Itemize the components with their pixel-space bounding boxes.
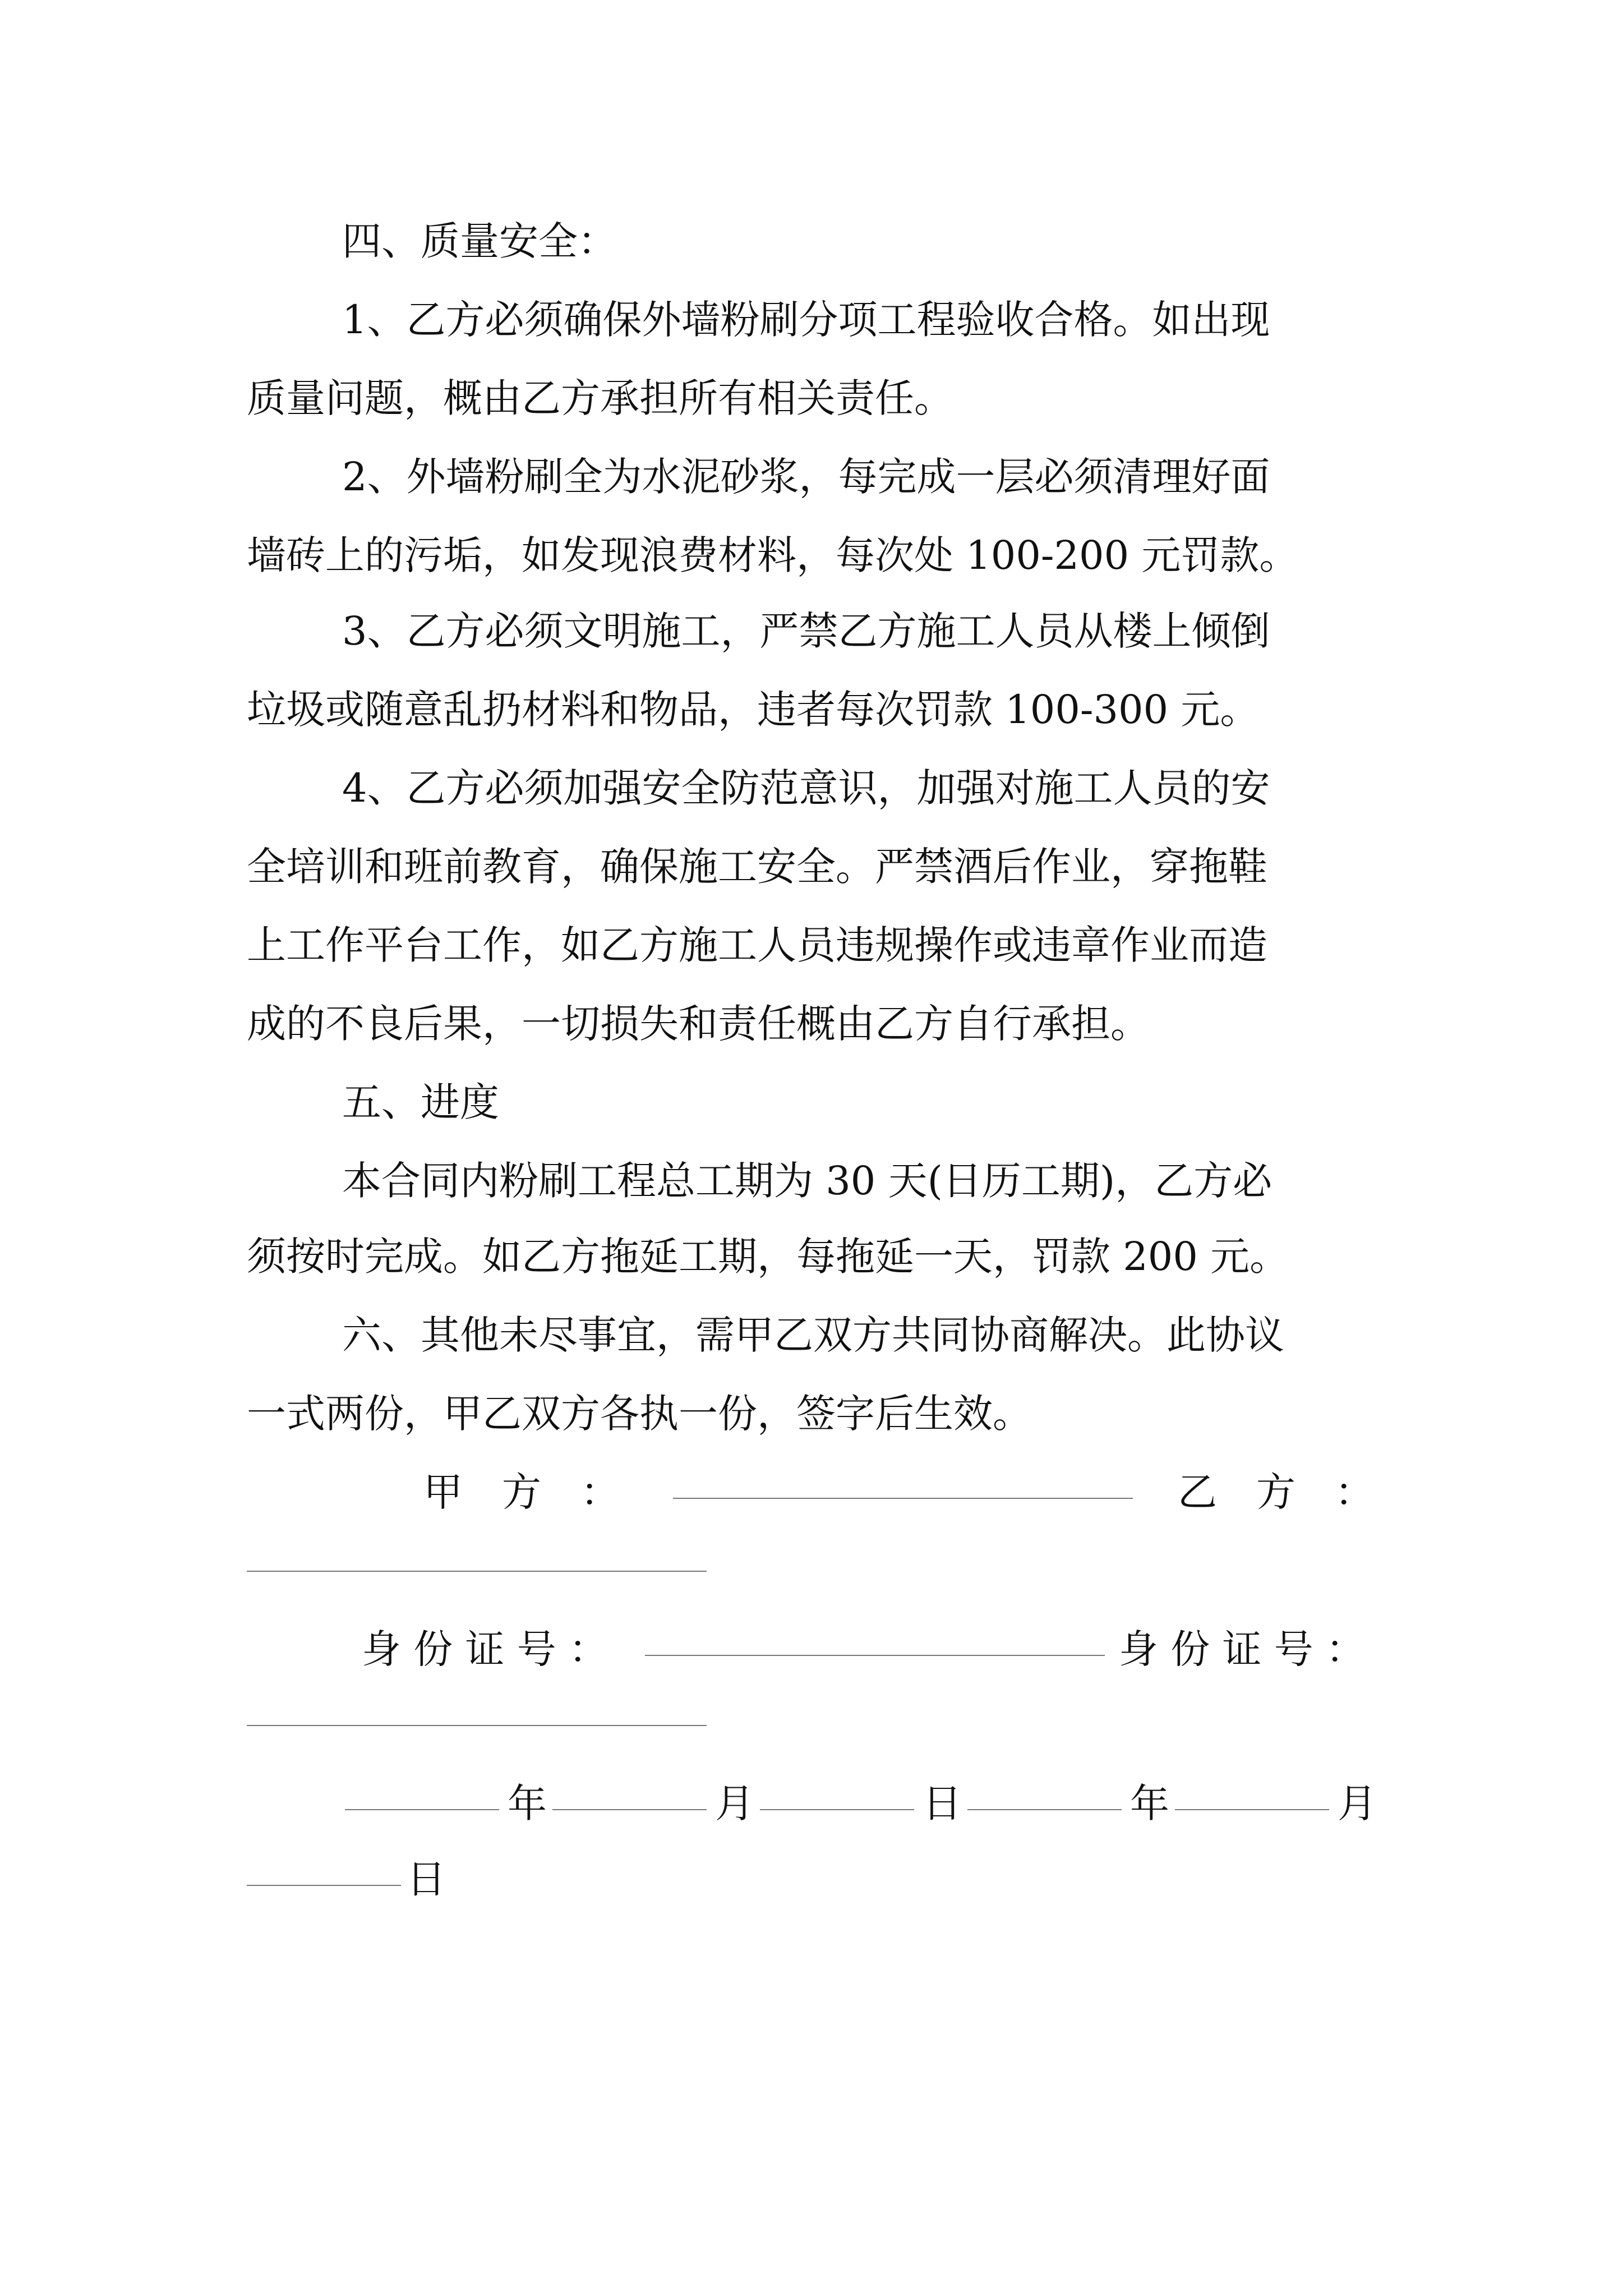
- item4-line3: 上工作平台工作，如乙方施工人员违规操作或违章作业而造: [247, 922, 1267, 968]
- year-b-blank: [967, 1809, 1122, 1810]
- item4-line4: 成的不良后果，一切损失和责任概由乙方自行承担。: [247, 1001, 1150, 1047]
- day-a-blank: [760, 1809, 914, 1810]
- item1-line2: 质量问题，概由乙方承担所有相关责任。: [247, 375, 953, 421]
- schedule-line1: 本合同内粉刷工程总工期为 30 天(日历工期)，乙方必: [342, 1158, 1272, 1204]
- month-b-blank: [1175, 1809, 1329, 1810]
- item2-line1: 2、外墙粉刷全为水泥砂浆，每完成一层必须清理好面: [342, 454, 1270, 500]
- section6-line2: 一式两份，甲乙双方各执一份，签字后生效。: [247, 1391, 1032, 1437]
- section5-title: 五、进度: [342, 1079, 499, 1125]
- party-a-label: 甲 方 ：: [423, 1469, 620, 1515]
- schedule-line2: 须按时完成。如乙方拖延工期，每拖延一天，罚款 200 元。: [247, 1234, 1289, 1280]
- month-a-label: 月: [715, 1780, 754, 1826]
- item3-line1: 3、乙方必须文明施工，严禁乙方施工人员从楼上倾倒: [342, 608, 1270, 654]
- party-b-id-label: 身 份 证 号 ：: [1119, 1626, 1366, 1672]
- year-a-label: 年: [508, 1780, 547, 1826]
- day-b-label: 日: [407, 1856, 446, 1902]
- year-a-blank: [345, 1809, 499, 1810]
- day-a-label: 日: [923, 1780, 962, 1826]
- party-a-id-label: 身 份 证 号 ：: [362, 1626, 608, 1672]
- party-b-label: 乙 方 ：: [1178, 1469, 1374, 1515]
- item4-line1: 4、乙方必须加强安全防范意识，加强对施工人员的安: [342, 765, 1270, 811]
- item4-line2: 全培训和班前教育，确保施工安全。严禁酒后作业，穿拖鞋: [247, 844, 1267, 890]
- month-a-blank: [552, 1809, 707, 1810]
- section4-title: 四、质量安全：: [342, 218, 617, 264]
- party-a-signature-line: [673, 1498, 1133, 1499]
- party-a-id-line: [645, 1655, 1105, 1656]
- year-b-label: 年: [1130, 1780, 1169, 1826]
- party-b-id-line: [247, 1725, 707, 1726]
- item2-line2: 墙砖上的污垢，如发现浪费材料，每次处 100-200 元罚款。: [247, 532, 1299, 578]
- item3-line2: 垃圾或随意乱扔材料和物品，违者每次罚款 100-300 元。: [247, 687, 1260, 733]
- day-b-blank: [247, 1885, 401, 1886]
- month-b-label: 月: [1338, 1780, 1377, 1826]
- item1-line1: 1、乙方必须确保外墙粉刷分项工程验收合格。如出现: [342, 297, 1270, 343]
- party-b-signature-line: [247, 1571, 707, 1572]
- section6-line1: 六、其他未尽事宜，需甲乙双方共同协商解决。此协议: [342, 1312, 1284, 1358]
